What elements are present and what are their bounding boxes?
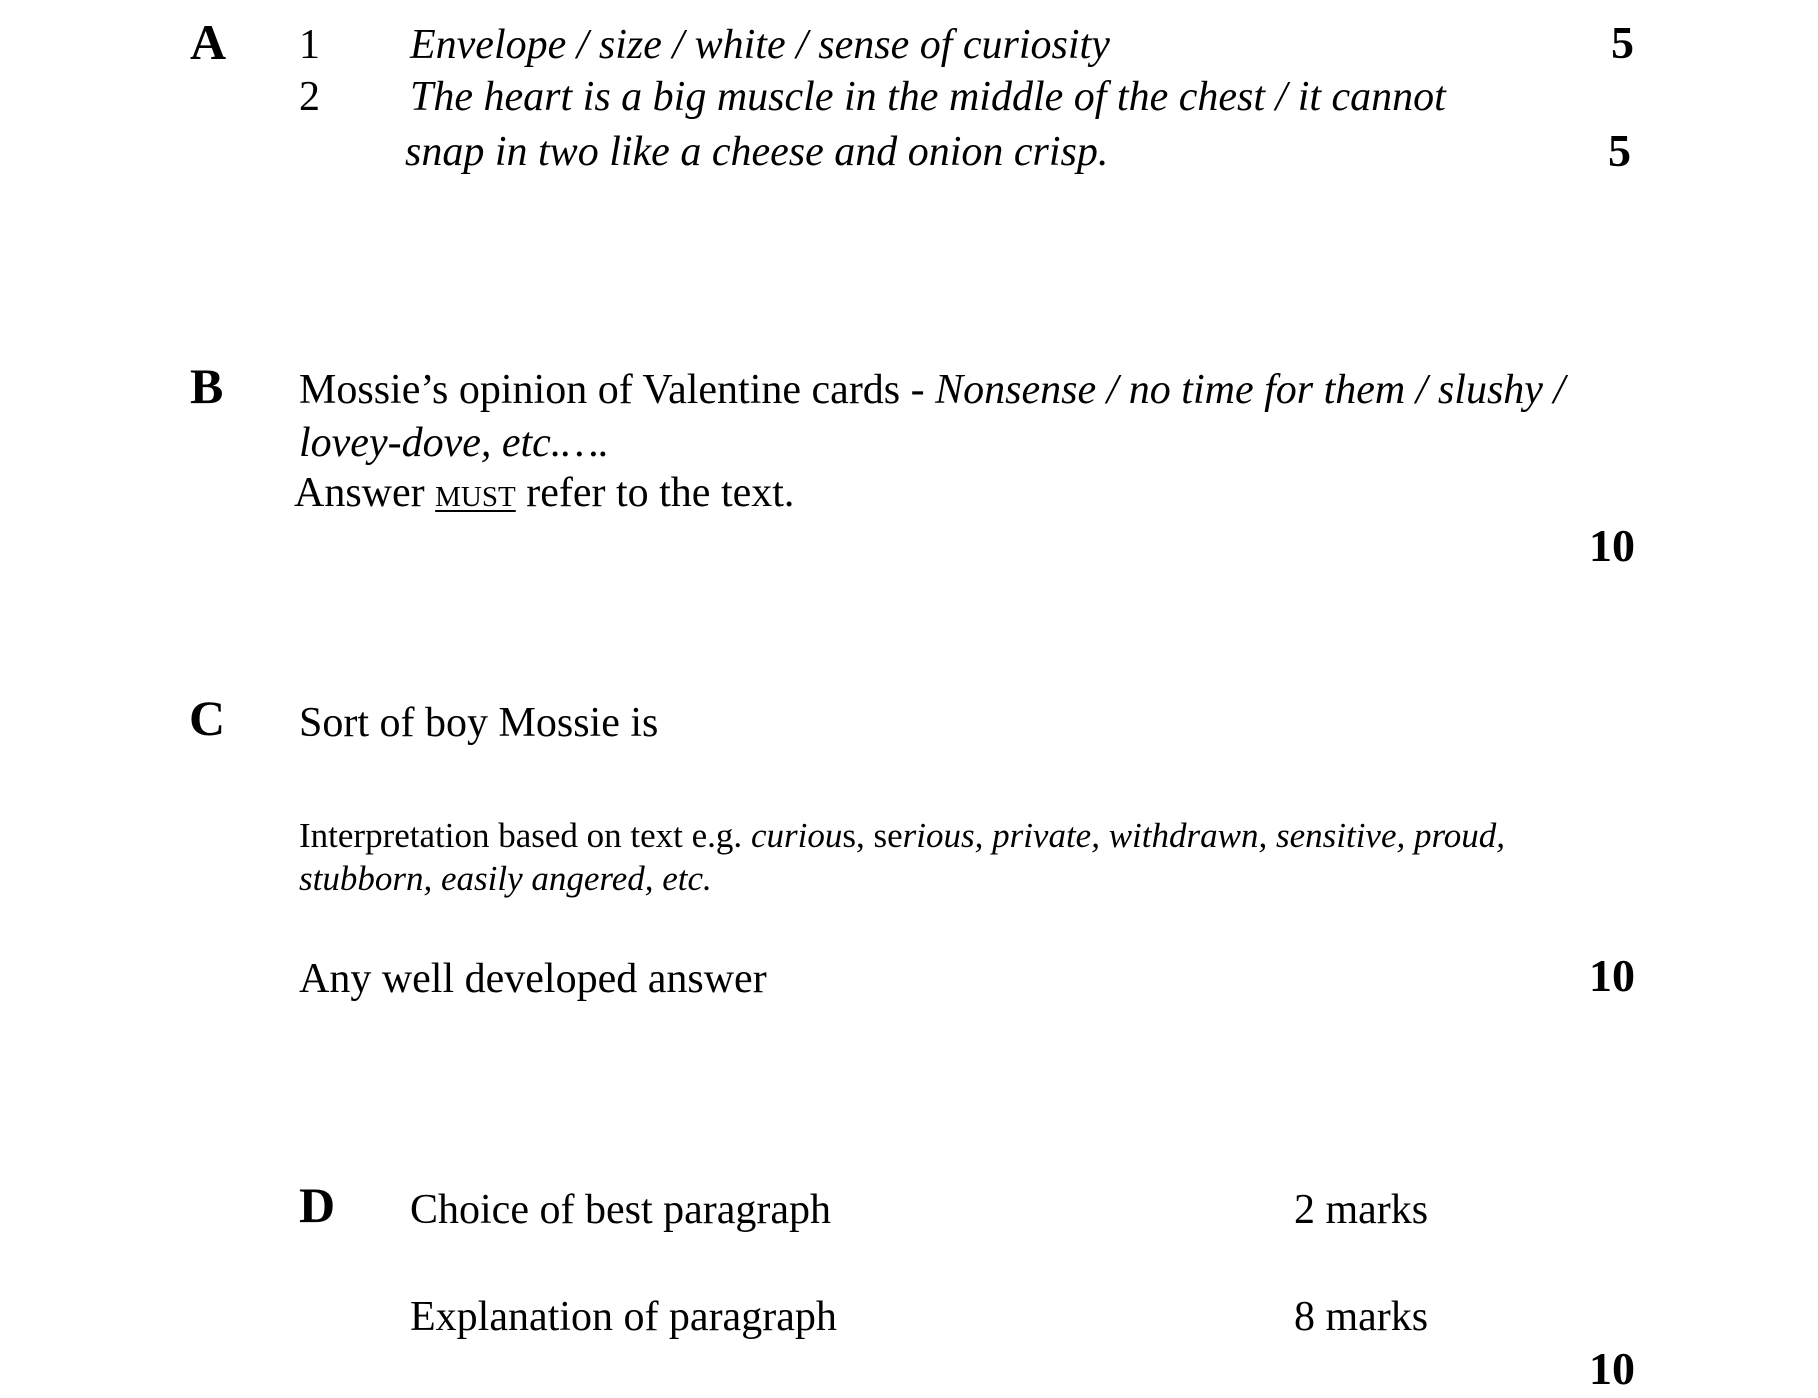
section-d-row-2-label: Explanation of paragraph: [410, 1294, 837, 1340]
section-c-interpretation-line-1: [299, 818, 1505, 853]
section-c-interpretation-line-2: stubborn, easily angered, etc.: [299, 859, 712, 898]
section-b-note-emphasis: must: [435, 470, 516, 516]
section-c-prompt: Sort of boy Mossie is: [299, 700, 659, 746]
section-b-letter: B: [190, 358, 224, 414]
section-d-row-1-marks: 2 marks: [1294, 1187, 1429, 1233]
section-d-mark: 10: [1589, 1343, 1635, 1394]
section-b-mark: 10: [1589, 520, 1635, 571]
section-c-interp-seg-3: rious, private, withdrawn, sensitive, proud,: [902, 816, 1506, 855]
section-c-interp-seg-2: s, se: [842, 816, 903, 855]
section-b-answer-line-1: Nonsense / no time for them / slushy /: [935, 367, 1566, 413]
section-a-letter: A: [190, 14, 227, 70]
section-a-item-2-line-1: The heart is a big muscle in the middle of the chest / it cannot: [410, 74, 1446, 120]
section-d-row-2-marks: 8 marks: [1294, 1294, 1429, 1340]
section-a-item-2-mark: 5: [1608, 125, 1631, 176]
section-c-letter: C: [189, 690, 226, 746]
section-b-note-after: refer to the text.: [515, 470, 795, 516]
section-b-note: [294, 472, 794, 514]
section-c-mark: 10: [1589, 950, 1635, 1001]
section-b-prompt: Mossie’s opinion of Valentine cards -: [299, 367, 936, 413]
section-b-prompt-line: [299, 369, 1565, 411]
section-d-letter: D: [299, 1177, 336, 1233]
section-c-interp-seg-1: curiou: [750, 816, 843, 855]
section-a-item-2-number: 2: [299, 74, 320, 120]
section-b-note-before: Answer: [294, 470, 436, 516]
section-b-answer-line-2: lovey-dove, etc.….: [299, 420, 610, 466]
section-a-item-2-line-2: snap in two like a cheese and onion crisp.: [405, 129, 1109, 175]
section-a-item-1-mark: 5: [1611, 17, 1634, 68]
section-c-any-answer: Any well developed answer: [299, 956, 767, 1002]
section-a-item-1-number: 1: [299, 22, 320, 68]
section-c-interp-prefix: Interpretation based on text e.g.: [299, 816, 751, 855]
section-d-row-1-label: Choice of best paragraph: [410, 1187, 832, 1233]
section-a-item-1-text: Envelope / size / white / sense of curiosity: [410, 22, 1110, 68]
